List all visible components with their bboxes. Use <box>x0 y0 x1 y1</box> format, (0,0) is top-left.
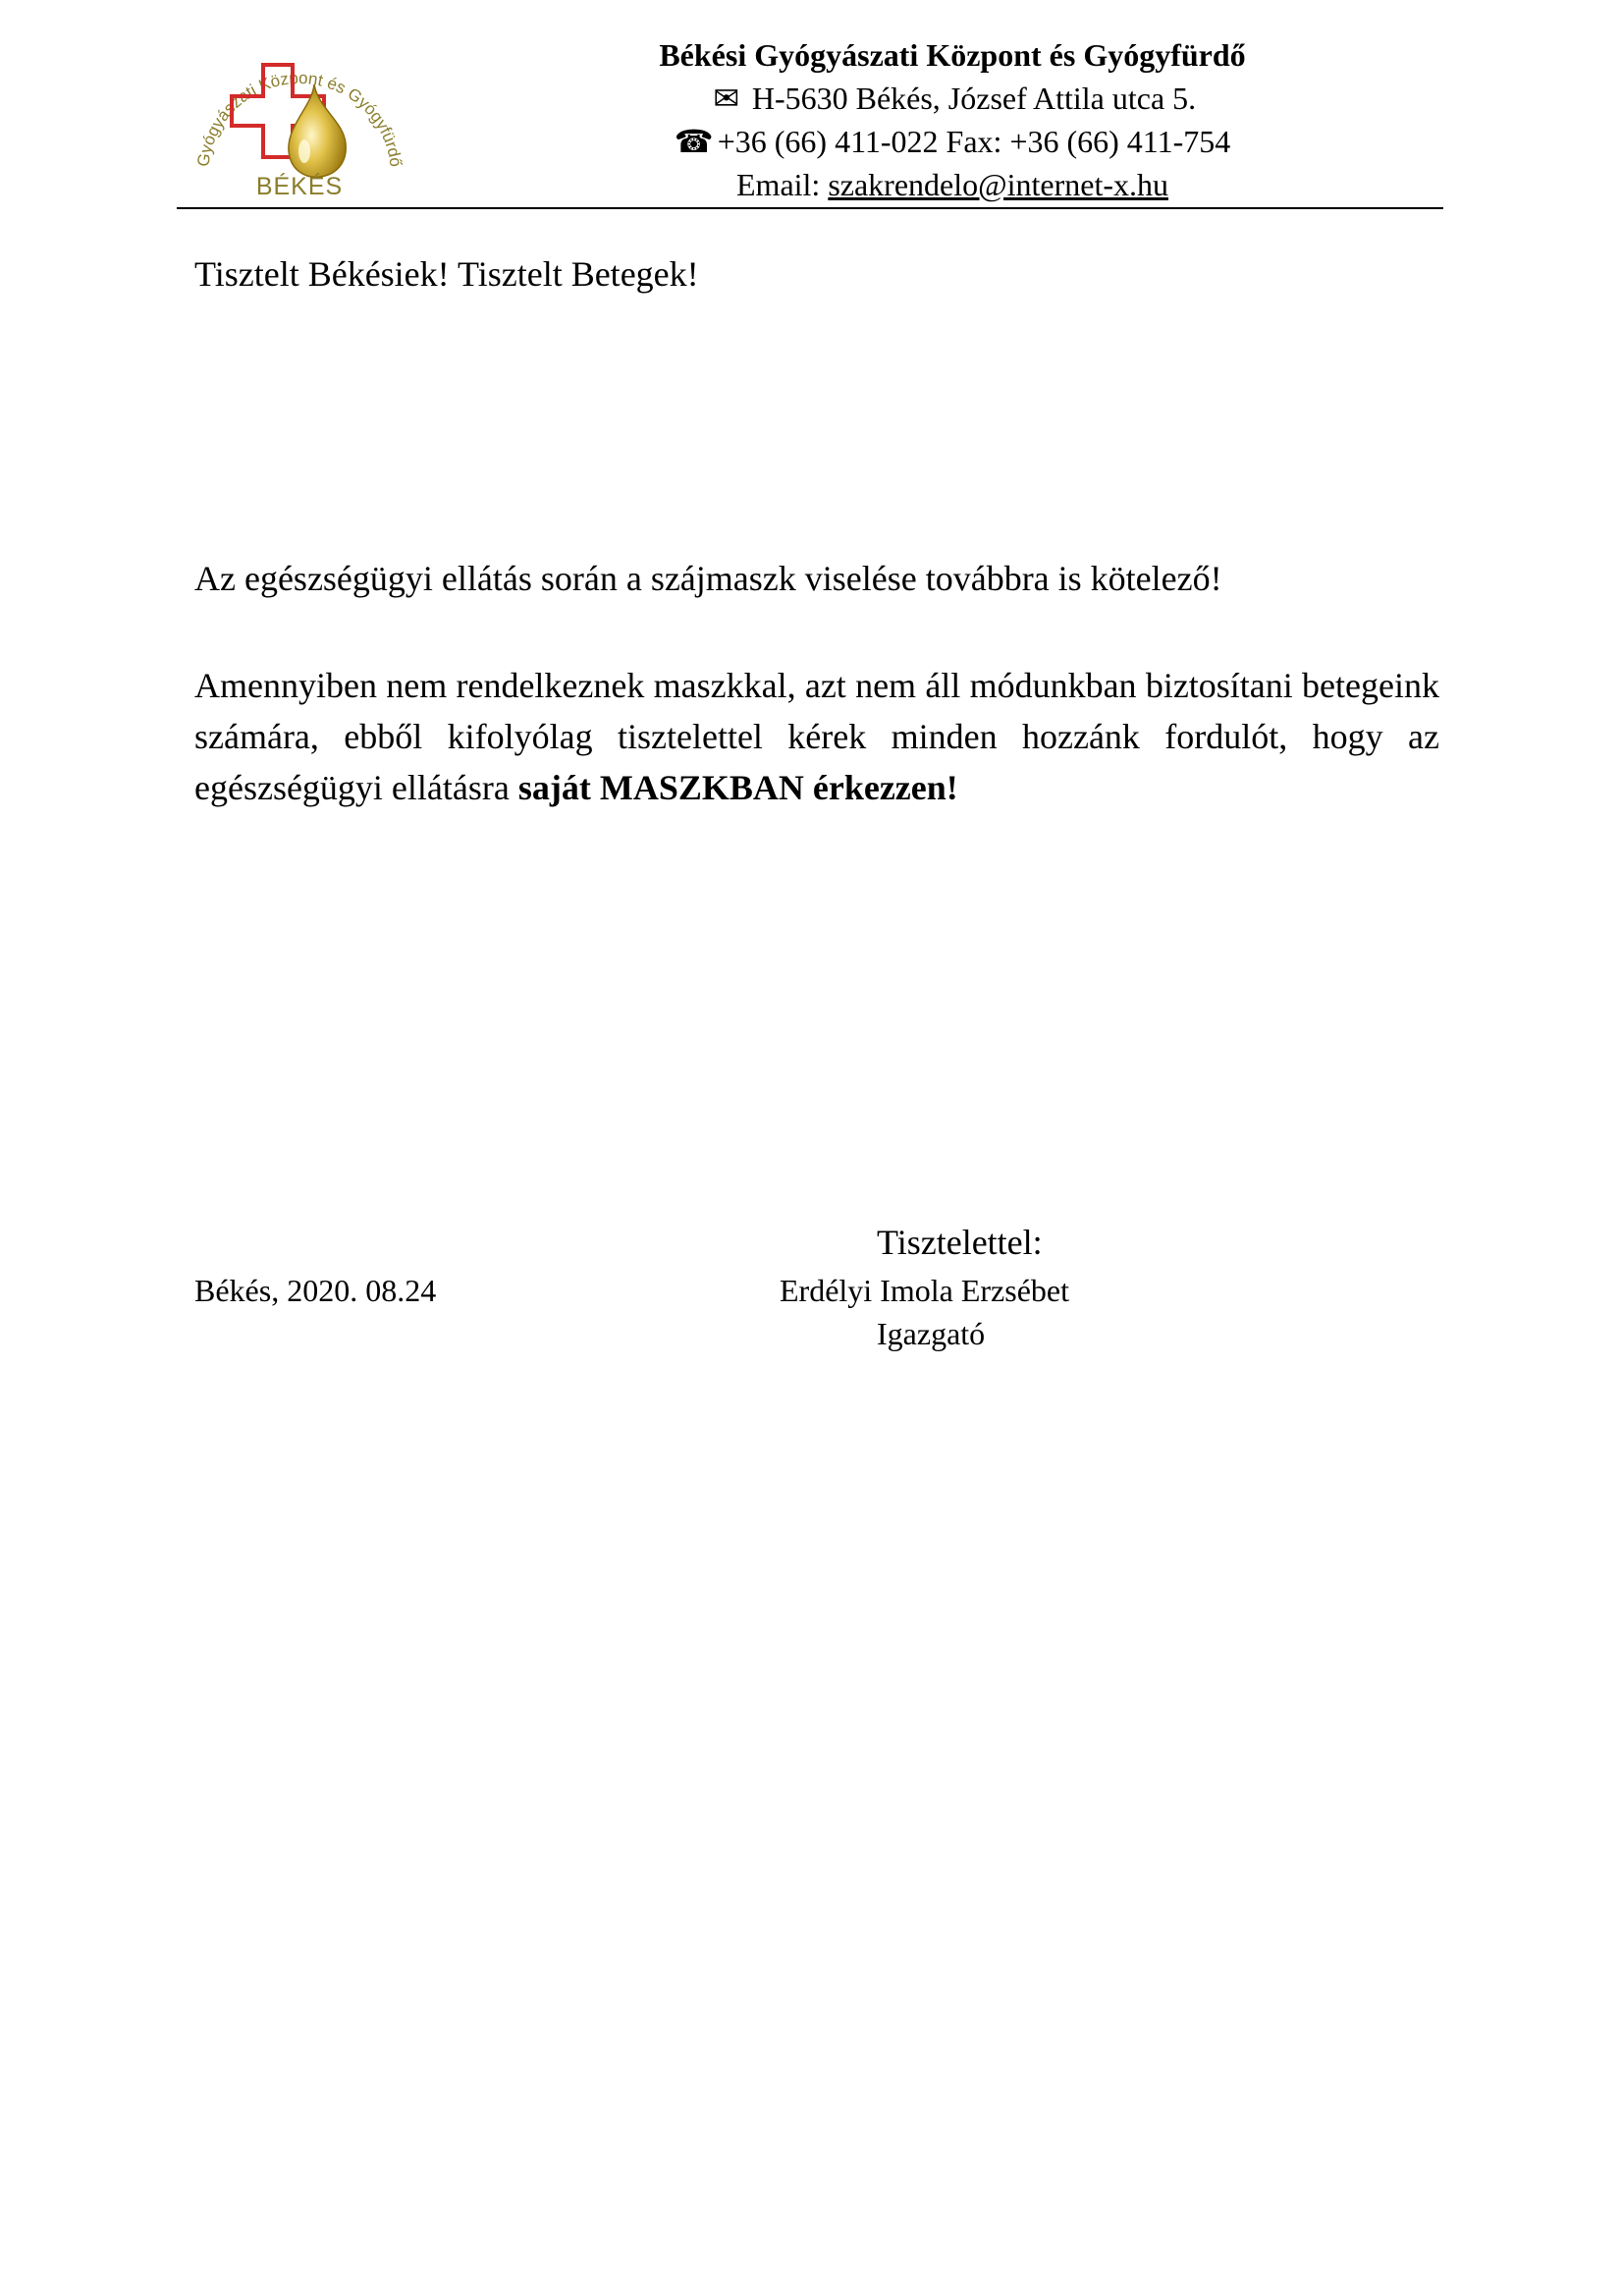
mask-paragraph <box>194 660 1439 813</box>
phone-line <box>550 120 1355 163</box>
email-label: Email: <box>736 167 829 202</box>
golden-drop-icon <box>289 84 346 177</box>
address-line <box>550 77 1355 120</box>
salutation: Tisztelt Békésiek! Tisztelt Betegek! <box>194 254 699 294</box>
signer-title: Igazgató <box>877 1316 986 1351</box>
header-divider <box>177 207 1443 209</box>
address-text: H-5630 Békés, József Attila utca 5. <box>751 81 1197 116</box>
closing-greeting: Tisztelettel: <box>877 1223 1043 1262</box>
email-link[interactable]: szakrendelo@internet-x.hu <box>828 167 1168 202</box>
paragraph-text: Amennyiben nem rendelkeznek maszkkal, azt nem áll módunkban biztosítani betegeink számára, ebből kifolyólag tisztelettel kérek minden hozzánk fordulót, hogy az egészségügyi ellátásra <box>194 666 1439 807</box>
logo-arc-text: Gyógyászati Központ és Gyógyfürdő <box>193 68 406 168</box>
logo-town-name: BÉKÉS <box>255 173 344 200</box>
letterhead <box>550 33 1355 206</box>
telephone-icon: ☎ <box>674 124 714 159</box>
paragraph-emphasis: saját MASZKBAN érkezzen! <box>517 768 958 807</box>
signer-name: Erdélyi Imola Erzsébet <box>780 1273 1069 1308</box>
mask-notice: Az egészségügyi ellátás során a szájmaszk viselése továbbra is kötelező! <box>194 559 1222 598</box>
email-line <box>550 163 1355 206</box>
envelope-icon: ✉ <box>713 81 740 116</box>
phone-text: +36 (66) 411-022 Fax: +36 (66) 411-754 <box>717 124 1231 159</box>
letter-date: Békés, 2020. 08.24 <box>194 1273 437 1308</box>
organization-name: Békési Gyógyászati Központ és Gyógyfürdő <box>659 37 1246 73</box>
